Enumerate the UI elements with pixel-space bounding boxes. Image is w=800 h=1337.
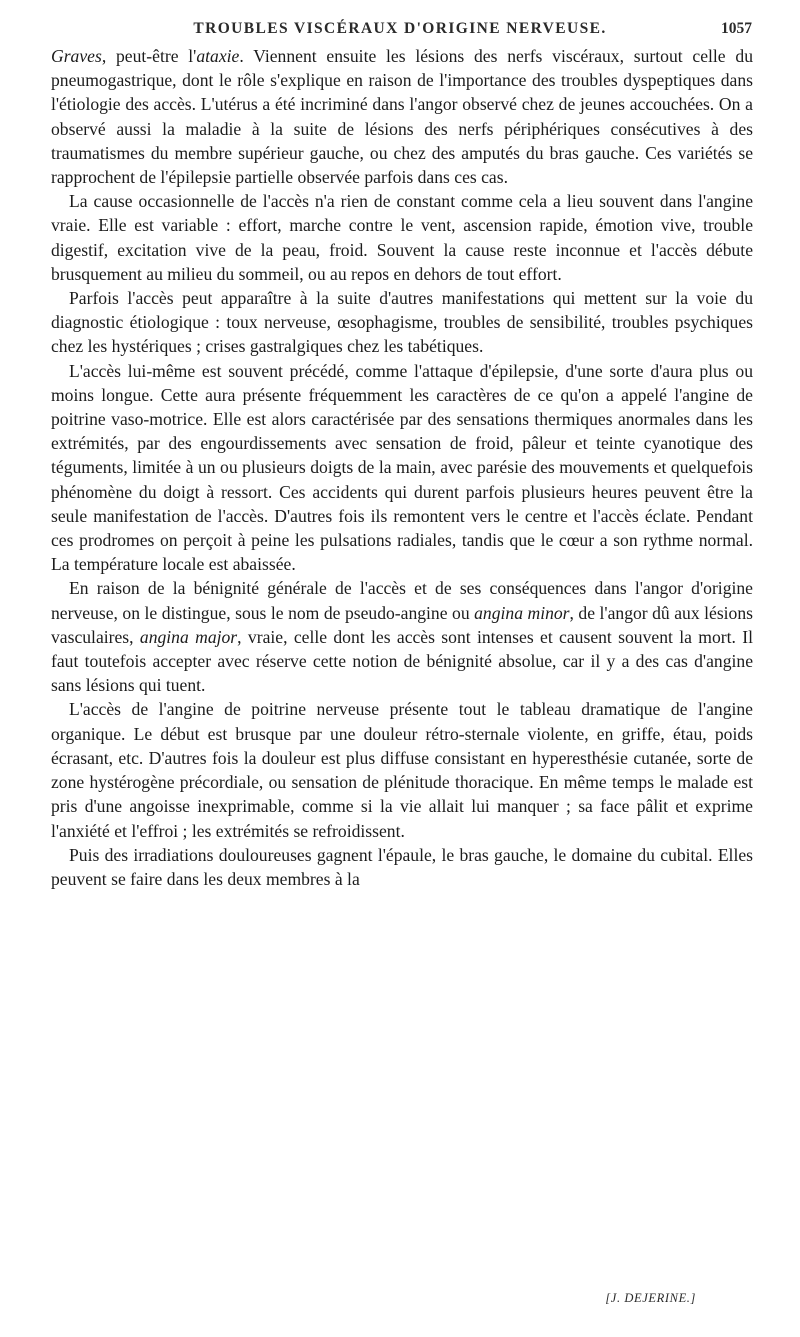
text-run: La cause occasionnelle de l'accès n'a rien de constant comme cela a lieu souvent dans l'angine vraie. Elle est variable : effort, marche contre le vent, ascension rapide, émotion vive, trouble digestif, excitation vive de la peau, froid. Souvent la cause reste inconnue et l'accès débute brusquement au milieu du sommeil, ou au repos en dehors de tout effort.: [51, 191, 753, 284]
italic-term: ataxie: [196, 46, 240, 66]
page-number: 1057: [721, 20, 752, 37]
body-text: [51, 44, 753, 891]
italic-term: angina major: [139, 626, 238, 647]
text-run: , vraie, celle dont les accès sont intenses et causent souvent la mort. Il faut toutefois accepter avec réserve cette notion de bénignité absolue, car il y a des cas d'angine sans lésions qui tuent.: [51, 626, 753, 696]
paragraph: [51, 843, 753, 891]
text-run: Parfois l'accès peut apparaître à la suite d'autres manifestations qui mettent sur la voie du diagnostic étiologique : toux nerveuse, œsophagisme, troubles de sensibilité, troubles psychiques chez les hystériques ; crises gastralgiques chez les tabétiques.: [51, 288, 753, 357]
paragraph: [51, 286, 753, 359]
page-header: [0, 16, 800, 42]
paragraph: [51, 359, 753, 577]
text-run: , de l'angor dû aux lésions vasculaires,: [51, 602, 753, 647]
text-run: , peut-être l': [101, 46, 197, 66]
text-run: . Viennent ensuite les lésions des nerfs viscéraux, surtout celle du pneumogastrique, dont le rôle s'explique en raison de l'importance des troubles dyspeptiques dans l'étiologie des accès. L'utérus a été incriminé dans l'angor observé chez de jeunes accouchées. On a observé aussi la maladie à la suite de lésions des nerfs périphériques consécutives à des traumatismes du membre supérieur gauche, ou chez des amputés du bras gauche. Ces variétés se rapprochent de l'épilepsie partielle observée parfois dans ces cas.: [51, 46, 753, 188]
text-run: En raison de la bénignité générale de l'accès et de ses conséquences dans l'angor d'origine nerveuse, on le distingue, sous le nom de pseudo-angine ou: [51, 578, 753, 623]
running-title: TROUBLES VISCÉRAUX D'ORIGINE NERVEUSE.: [193, 20, 607, 37]
text-run: Puis des irradiations douloureuses gagnent l'épaule, le bras gauche, le domaine du cubital. Elles peuvent se faire dans les deux membres à la: [51, 844, 753, 889]
italic-term: Graves: [51, 46, 102, 66]
paragraph: [51, 189, 753, 286]
paragraph: [51, 576, 753, 697]
italic-term: angina minor: [474, 602, 570, 623]
text-run: L'accès de l'angine de poitrine nerveuse présente tout le tableau dramatique de l'angine organique. Le début est brusque par une douleur rétro-sternale violente, en griffe, étau, poids écrasant, etc. D'autres fois la douleur est plus diffuse consistant en hyperesthésie cutanée, sorte de zone hystérogène précordiale, ou sensation de plénitude thoracique. En même temps le malade est pris d'une angoisse inexprimable, comme si la vie allait lui manquer ; sa face pâlit et exprime l'anxiété et l'effroi ; les extrémités se refroidissent.: [51, 699, 753, 841]
text-run: L'accès lui-même est souvent précédé, comme l'attaque d'épilepsie, d'une sorte d'aura plus ou moins longue. Cette aura présente fréquemment les caractères de ce qu'on a appelé l'angine de poitrine vaso-motrice. Elle est alors caractérisée par des sensations thermiques anormales dans les extrémités, par des engourdissements avec sensation de froid, pâleur et teinte cyanotique des téguments, limitée à un ou plusieurs doigts de la main, avec parésie des mouvements et quelquefois phénomène du doigt à ressort. Ces accidents qui durent parfois plusieurs heures peuvent être la seule manifestation de l'accès. D'autres fois ils remontent vers le centre et l'accès éclate. Pendant ces prodromes on perçoit à peine les pulsations radiales, tandis que le cœur a son rythme normal. La température locale est abaissée.: [51, 360, 753, 575]
paragraph: [51, 44, 753, 189]
paragraph: [51, 697, 753, 842]
author-signature: [J. DEJERINE.]: [605, 1291, 696, 1305]
